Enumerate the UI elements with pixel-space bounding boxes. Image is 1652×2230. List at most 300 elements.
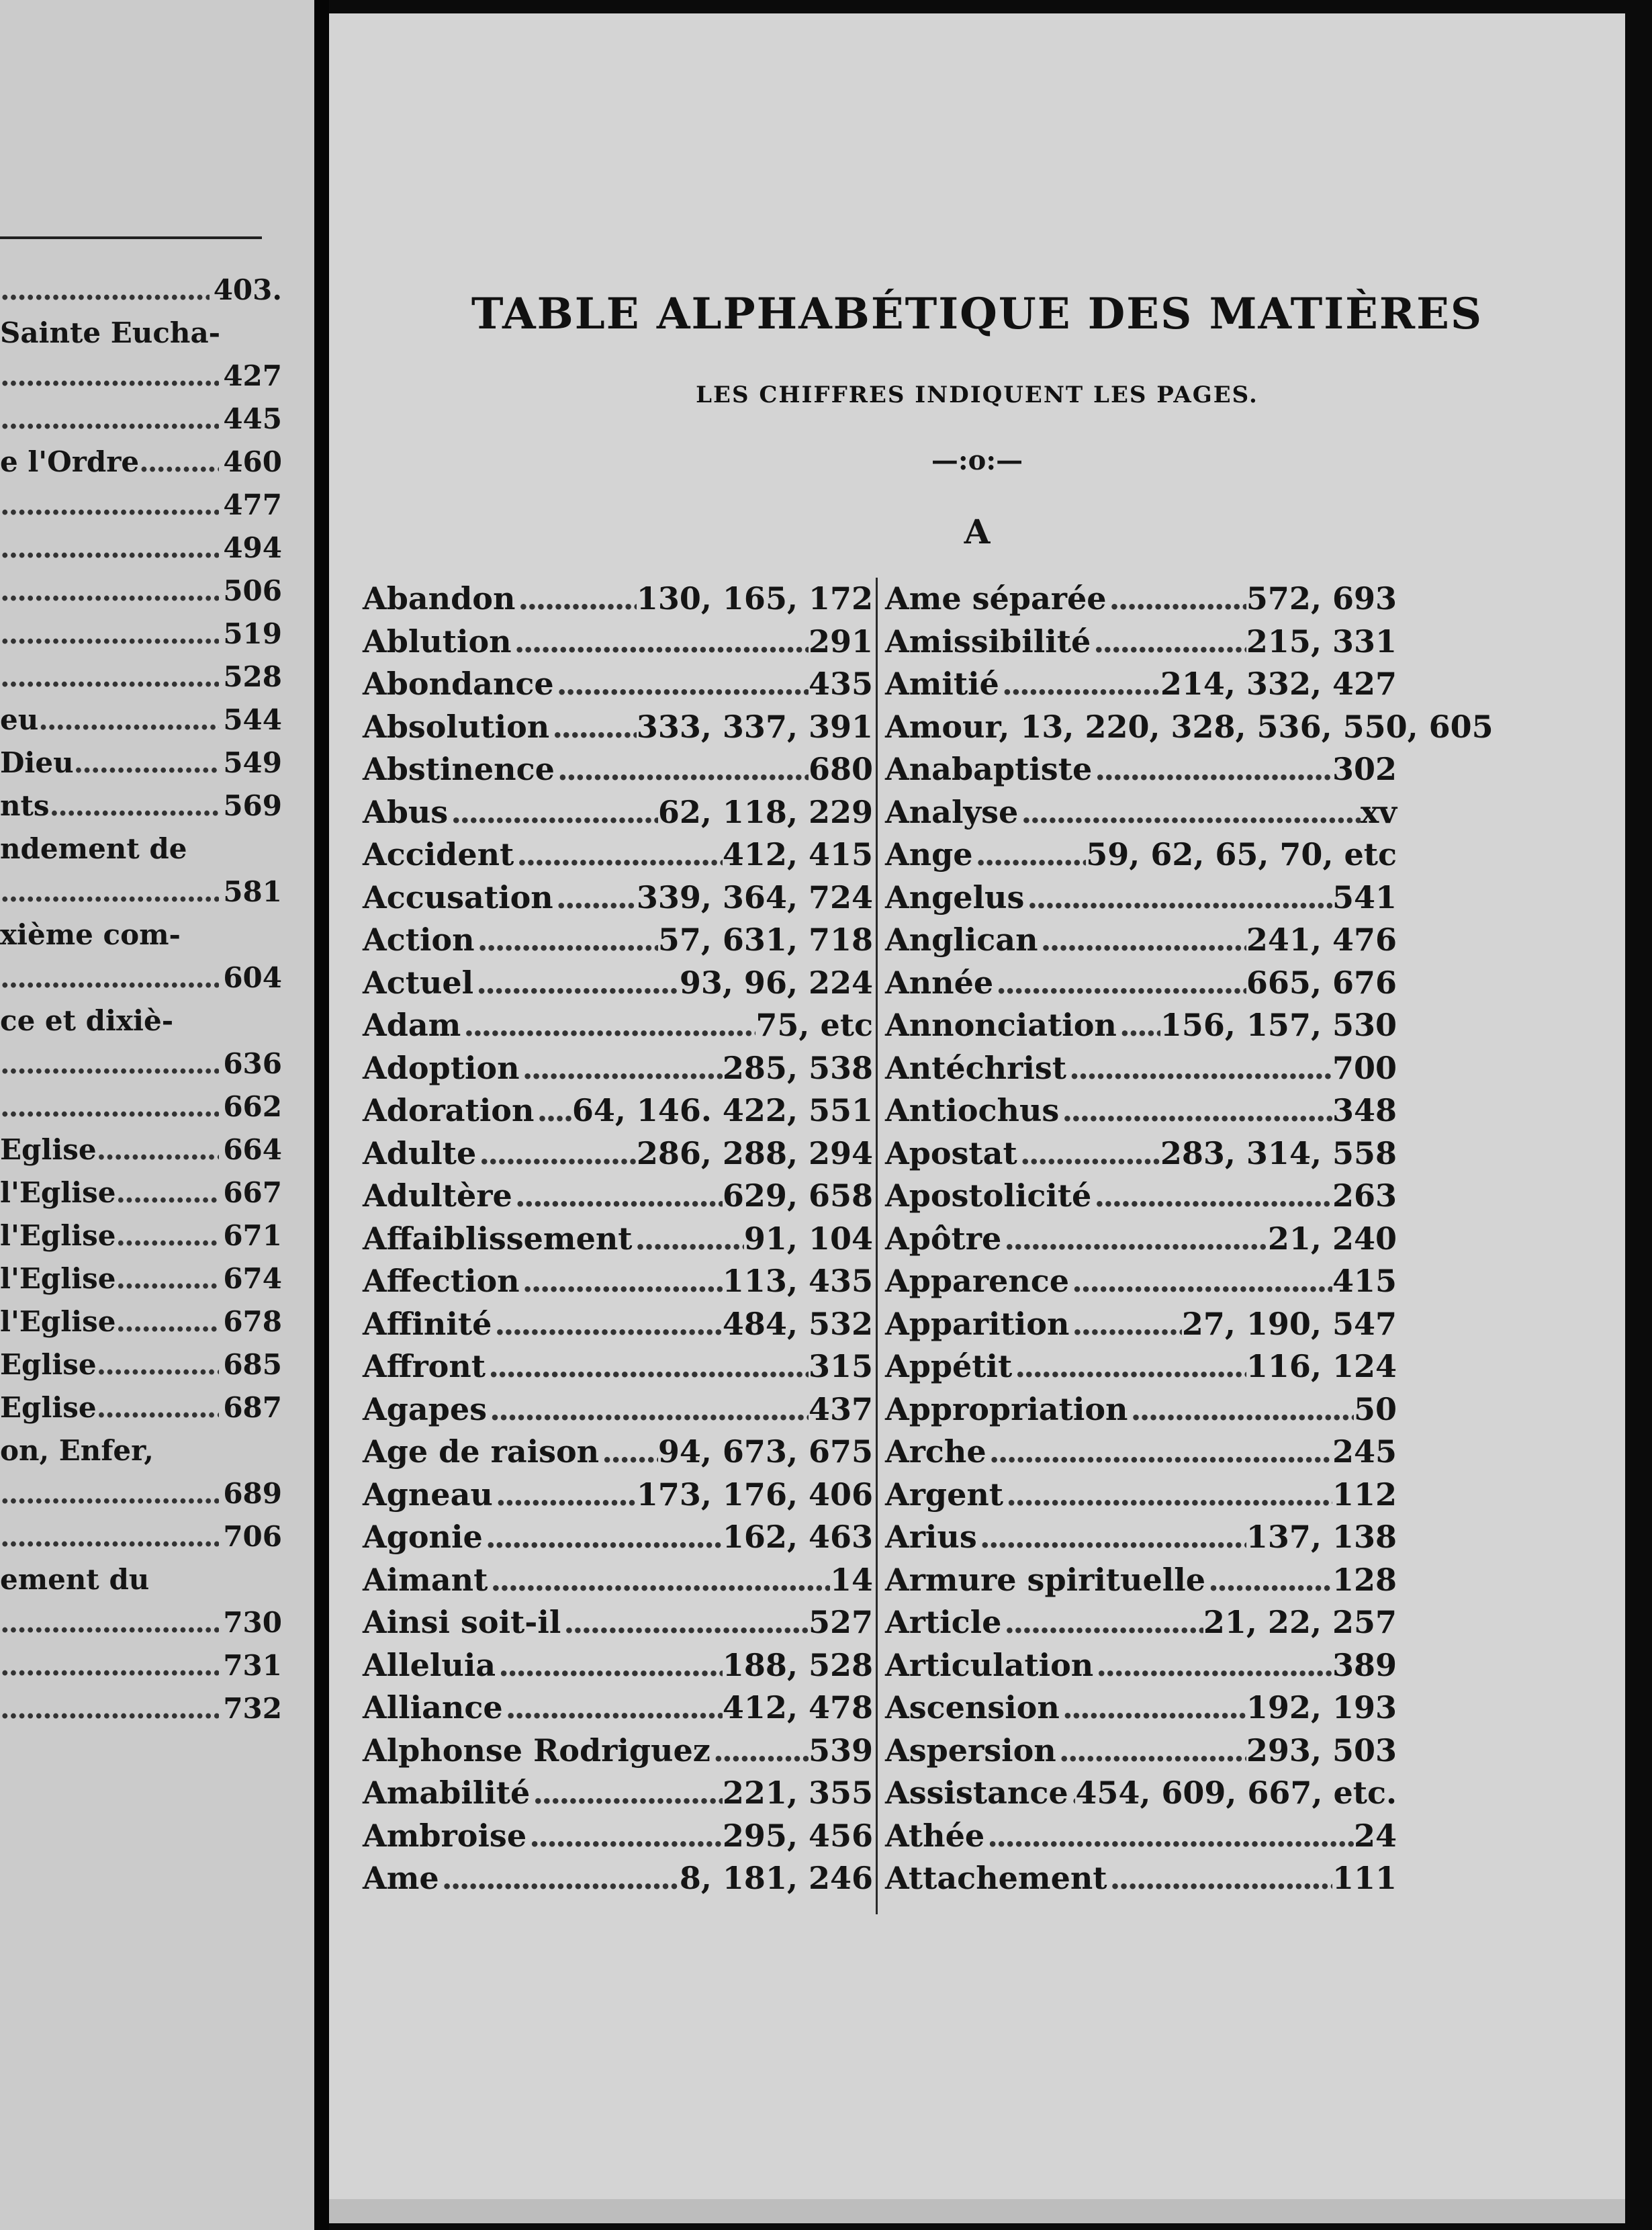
entry-term: ement du bbox=[0, 1563, 150, 1596]
entry-page-numbers: 137, 138 bbox=[1246, 1519, 1397, 1555]
entry-term: Ambroise bbox=[363, 1817, 527, 1854]
entry-term: Affaiblissement bbox=[363, 1220, 633, 1257]
dot-leader bbox=[50, 785, 220, 828]
entry-term: Eglise bbox=[0, 1133, 97, 1166]
dot-leader bbox=[1018, 791, 1361, 834]
entry-page-numbers bbox=[278, 312, 282, 355]
entry-page-numbers: 188, 528 bbox=[722, 1646, 873, 1683]
dot-leader bbox=[554, 663, 809, 706]
entry-page-numbers: 484, 532 bbox=[722, 1305, 873, 1342]
entry-term: Eglise bbox=[0, 1391, 97, 1424]
entry-term: Age de raison bbox=[363, 1433, 600, 1470]
entry-page-numbers: 57, 631, 718 bbox=[657, 922, 873, 958]
index-entry bbox=[363, 663, 873, 706]
entry-term: Argent bbox=[885, 1476, 1004, 1513]
index-entry bbox=[885, 706, 1494, 749]
index-entry bbox=[363, 706, 873, 749]
entry-term: Affection bbox=[363, 1263, 520, 1299]
entry-term: e l'Ordre bbox=[0, 445, 140, 478]
dot-leader bbox=[475, 919, 658, 962]
entry-page-numbers: 214, 332, 427 bbox=[1160, 666, 1397, 702]
entry-page-numbers: 700 bbox=[1332, 1049, 1397, 1086]
index-column-left bbox=[363, 578, 873, 1900]
header-rule bbox=[0, 236, 262, 239]
entry-term: nts bbox=[0, 789, 50, 822]
dot-leader bbox=[1069, 1260, 1332, 1303]
entry-page-numbers: 732 bbox=[223, 1692, 282, 1725]
entry-page-numbers: 685 bbox=[223, 1348, 282, 1381]
left-page-entry-list bbox=[0, 269, 282, 1730]
index-entry bbox=[0, 1601, 282, 1644]
dot-leader bbox=[526, 1815, 723, 1858]
index-entry bbox=[885, 748, 1397, 791]
entry-term: Alliance bbox=[363, 1689, 503, 1726]
entry-term: Apparence bbox=[885, 1263, 1070, 1299]
index-entry bbox=[885, 1601, 1397, 1644]
dot-leader bbox=[97, 1386, 220, 1429]
column-divider bbox=[876, 578, 878, 1914]
entry-page-numbers bbox=[278, 913, 282, 956]
entry-page-numbers: 454, 609, 667, etc. bbox=[1075, 1775, 1397, 1811]
entry-term: on, Enfer, bbox=[0, 1434, 154, 1467]
dot-leader bbox=[0, 355, 219, 398]
entry-term: ce et dixiè- bbox=[0, 1004, 174, 1037]
dot-leader bbox=[461, 1004, 755, 1047]
entry-term: Apostat bbox=[885, 1134, 1017, 1171]
entry-term: Arche bbox=[885, 1433, 986, 1470]
index-entry bbox=[885, 1132, 1397, 1175]
entry-term: l'Eglise bbox=[0, 1219, 116, 1252]
index-entry bbox=[363, 962, 873, 1005]
index-entry bbox=[885, 1559, 1397, 1602]
dot-leader bbox=[512, 621, 809, 664]
entry-page-numbers: 427 bbox=[223, 359, 282, 392]
dot-leader bbox=[1093, 1644, 1332, 1687]
index-entry bbox=[363, 621, 873, 664]
dot-leader bbox=[534, 1089, 571, 1132]
dot-leader bbox=[1056, 1730, 1246, 1773]
entry-term: ndement de bbox=[0, 832, 187, 865]
index-entry bbox=[363, 919, 873, 962]
dot-leader bbox=[710, 1730, 809, 1773]
entry-page-numbers: 283, 314, 558 bbox=[1160, 1134, 1397, 1171]
entry-page-numbers: 445 bbox=[223, 402, 282, 435]
entry-page-numbers: 636 bbox=[223, 1047, 282, 1080]
index-entry bbox=[363, 1815, 873, 1858]
index-entry bbox=[363, 1857, 873, 1900]
entry-term: Appropriation bbox=[885, 1390, 1128, 1427]
dot-leader bbox=[515, 578, 636, 621]
entry-term: Eglise bbox=[0, 1348, 97, 1381]
index-entry bbox=[0, 1128, 282, 1171]
entry-page-numbers: 27, 190, 547 bbox=[1181, 1305, 1397, 1342]
entry-page-numbers: 572, 693 bbox=[1246, 580, 1397, 617]
entry-term: Ame bbox=[363, 1860, 439, 1896]
index-entry bbox=[363, 1175, 873, 1218]
entry-page-numbers: 291 bbox=[808, 623, 873, 660]
entry-term: Abandon bbox=[363, 580, 516, 617]
index-entry bbox=[885, 1516, 1397, 1559]
index-entry bbox=[363, 1516, 873, 1559]
entry-term: Ablution bbox=[363, 623, 512, 660]
index-entry bbox=[885, 1047, 1397, 1090]
entry-page-numbers: 50 bbox=[1353, 1390, 1397, 1427]
dot-leader bbox=[487, 1388, 809, 1431]
dot-leader bbox=[1107, 578, 1246, 621]
entry-page-numbers: 93, 96, 224 bbox=[679, 964, 873, 1001]
index-entry bbox=[885, 1175, 1397, 1218]
entry-page-numbers: 519 bbox=[223, 617, 282, 650]
entry-term: Sainte Eucha- bbox=[0, 316, 221, 349]
entry-page-numbers: 544 bbox=[223, 703, 282, 736]
index-entry bbox=[0, 999, 282, 1042]
entry-term: Agneau bbox=[363, 1476, 493, 1513]
entry-page-numbers: 549 bbox=[223, 746, 282, 779]
entry-term: Ange bbox=[885, 836, 973, 873]
dot-leader bbox=[0, 871, 219, 913]
index-entry bbox=[363, 1089, 873, 1132]
index-entry bbox=[0, 1171, 282, 1214]
entry-term: Adulte bbox=[363, 1134, 477, 1171]
index-entry bbox=[885, 1431, 1397, 1474]
dot-leader bbox=[1001, 1601, 1203, 1644]
entry-page-numbers: 215, 331 bbox=[1246, 623, 1397, 660]
entry-page-numbers: 581 bbox=[223, 875, 282, 908]
entry-term: l'Eglise bbox=[0, 1262, 116, 1295]
page-edge bbox=[329, 2199, 1625, 2223]
entry-term: Abondance bbox=[363, 666, 554, 702]
index-entry bbox=[0, 355, 282, 398]
index-entry bbox=[0, 1343, 282, 1386]
dot-leader bbox=[1117, 1004, 1160, 1047]
entry-term: Actuel bbox=[363, 964, 474, 1001]
entry-term: Amitié bbox=[885, 666, 999, 702]
entry-page-numbers: 678 bbox=[223, 1305, 282, 1338]
entry-term: Appétit bbox=[885, 1348, 1013, 1384]
index-entry bbox=[0, 1085, 282, 1128]
entry-page-numbers: 604 bbox=[223, 961, 282, 994]
dot-leader bbox=[1012, 1345, 1246, 1388]
index-entry bbox=[363, 1687, 873, 1730]
entry-term: Ascension bbox=[885, 1689, 1060, 1726]
entry-page-numbers: 435 bbox=[808, 666, 873, 702]
dot-leader bbox=[561, 1601, 809, 1644]
index-entry bbox=[885, 1388, 1397, 1431]
index-entry bbox=[885, 1218, 1397, 1261]
entry-term: Antéchrist bbox=[885, 1049, 1066, 1086]
dot-leader bbox=[1128, 1388, 1354, 1431]
entry-page-numbers: 706 bbox=[223, 1520, 282, 1553]
entry-page-numbers: 263 bbox=[1332, 1177, 1397, 1214]
dot-leader bbox=[486, 1345, 809, 1388]
entry-term: Athée bbox=[885, 1817, 985, 1854]
dot-leader bbox=[97, 1128, 220, 1171]
index-entry bbox=[0, 1429, 282, 1472]
dot-leader bbox=[476, 1132, 637, 1175]
dot-leader bbox=[0, 1515, 219, 1558]
entry-term: xième com- bbox=[0, 918, 181, 951]
entry-term: Affinité bbox=[363, 1305, 492, 1342]
dot-leader bbox=[993, 962, 1246, 1005]
index-entry bbox=[0, 1214, 282, 1257]
entry-page-numbers: 241, 476 bbox=[1246, 922, 1397, 958]
index-entry bbox=[0, 699, 282, 742]
index-entry bbox=[0, 527, 282, 570]
entry-term: Abus bbox=[363, 793, 449, 830]
entry-term: Alleluia bbox=[363, 1646, 496, 1683]
index-entry bbox=[0, 828, 282, 871]
dot-leader bbox=[977, 1516, 1246, 1559]
entry-page-numbers: 348 bbox=[1332, 1092, 1397, 1128]
dot-leader bbox=[986, 1431, 1332, 1474]
dot-leader bbox=[0, 656, 219, 699]
entry-term: Annonciation bbox=[885, 1007, 1117, 1043]
index-entry bbox=[363, 1388, 873, 1431]
entry-page-numbers: 687 bbox=[223, 1391, 282, 1424]
dot-leader bbox=[633, 1218, 744, 1261]
dot-leader bbox=[488, 1559, 830, 1602]
entry-term: Arius bbox=[885, 1519, 977, 1555]
dot-leader bbox=[0, 613, 219, 656]
entry-page-numbers: 528 bbox=[223, 660, 282, 693]
entry-page-numbers: 14 bbox=[829, 1561, 873, 1598]
dot-leader bbox=[0, 484, 219, 527]
entry-term: Adoration bbox=[363, 1092, 535, 1128]
dot-leader bbox=[0, 1042, 219, 1085]
entry-page-numbers: 130, 165, 172 bbox=[636, 580, 873, 617]
dot-leader bbox=[0, 269, 210, 312]
dot-leader bbox=[1092, 748, 1332, 791]
dot-leader bbox=[116, 1300, 219, 1343]
entry-page-numbers: 302 bbox=[1332, 751, 1397, 787]
entry-page-numbers: 62, 118, 229 bbox=[657, 793, 873, 830]
dot-leader bbox=[1107, 1857, 1332, 1900]
dot-leader bbox=[984, 1815, 1354, 1858]
index-entry bbox=[363, 1260, 873, 1303]
index-entry bbox=[885, 1474, 1397, 1517]
index-page bbox=[329, 13, 1625, 2223]
dot-leader bbox=[1069, 1303, 1181, 1346]
dot-leader bbox=[1059, 1089, 1332, 1132]
dot-leader bbox=[599, 1431, 658, 1474]
entry-page-numbers: 629, 658 bbox=[722, 1177, 873, 1214]
index-entry bbox=[0, 785, 282, 828]
dot-leader bbox=[555, 748, 809, 791]
index-entry bbox=[0, 1042, 282, 1085]
entry-page-numbers: 24 bbox=[1353, 1817, 1397, 1854]
entry-term: Article bbox=[885, 1604, 1002, 1640]
dot-leader bbox=[116, 1257, 219, 1300]
book-gutter bbox=[314, 0, 329, 2230]
entry-page-numbers: 460 bbox=[223, 445, 282, 478]
index-entry bbox=[0, 398, 282, 441]
index-entry bbox=[885, 1303, 1397, 1346]
entry-term: Affront bbox=[363, 1348, 486, 1384]
entry-page-numbers: 94, 673, 675 bbox=[657, 1433, 873, 1470]
index-entry bbox=[885, 1772, 1397, 1815]
dot-leader bbox=[0, 956, 219, 999]
entry-page-numbers: 112 bbox=[1332, 1476, 1397, 1513]
dot-leader bbox=[492, 1303, 723, 1346]
entry-page-numbers: 506 bbox=[223, 574, 282, 607]
entry-term: Assistance bbox=[885, 1775, 1068, 1811]
dot-leader bbox=[999, 663, 1160, 706]
entry-term: l'Eglise bbox=[0, 1176, 116, 1209]
index-column-right bbox=[885, 578, 1494, 1900]
entry-term: Amissibilité bbox=[885, 623, 1091, 660]
index-entry bbox=[0, 956, 282, 999]
index-entry bbox=[363, 834, 873, 877]
index-entry bbox=[363, 1345, 873, 1388]
dot-leader bbox=[448, 791, 658, 834]
entry-term: Accident bbox=[363, 836, 514, 873]
index-entry bbox=[885, 962, 1397, 1005]
entry-page-numbers: 662 bbox=[223, 1090, 282, 1123]
previous-page-fragment bbox=[0, 0, 314, 2230]
index-entry bbox=[363, 578, 873, 621]
entry-page-numbers: 339, 364, 724 bbox=[636, 879, 873, 916]
index-entry bbox=[0, 1257, 282, 1300]
entry-term: Action bbox=[363, 922, 475, 958]
entry-page-numbers: 156, 157, 530 bbox=[1160, 1007, 1397, 1043]
entry-page-numbers: 162, 463 bbox=[722, 1519, 873, 1555]
entry-page-numbers: 667 bbox=[223, 1176, 282, 1209]
index-entry bbox=[885, 919, 1397, 962]
dot-leader bbox=[473, 962, 680, 1005]
index-entry bbox=[363, 1601, 873, 1644]
index-entry bbox=[885, 791, 1397, 834]
dot-leader bbox=[116, 1171, 219, 1214]
entry-term: Anabaptiste bbox=[885, 751, 1093, 787]
entry-page-numbers: 412, 415 bbox=[722, 836, 873, 873]
entry-term: Alphonse Rodriguez bbox=[363, 1732, 710, 1769]
dot-leader bbox=[97, 1343, 220, 1386]
index-entry bbox=[363, 1474, 873, 1517]
dot-leader bbox=[1060, 1687, 1246, 1730]
dot-leader bbox=[1205, 1559, 1332, 1602]
index-entry bbox=[0, 871, 282, 913]
entry-page-numbers: 731 bbox=[223, 1649, 282, 1682]
index-entry bbox=[885, 1730, 1397, 1773]
index-entry bbox=[885, 1815, 1397, 1858]
dot-leader bbox=[74, 742, 220, 785]
index-entry bbox=[885, 1004, 1397, 1047]
entry-term: eu bbox=[0, 703, 39, 736]
entry-page-numbers: 569 bbox=[223, 789, 282, 822]
entry-term: Aimant bbox=[363, 1561, 488, 1598]
dot-leader bbox=[139, 441, 219, 484]
entry-page-numbers bbox=[278, 999, 282, 1042]
index-entry bbox=[363, 1431, 873, 1474]
entry-page-numbers: 221, 355 bbox=[722, 1775, 873, 1811]
index-entry bbox=[885, 877, 1397, 920]
entry-page-numbers: 664 bbox=[223, 1133, 282, 1166]
entry-page-numbers bbox=[278, 1558, 282, 1601]
entry-page-numbers: 415 bbox=[1332, 1263, 1397, 1299]
dot-leader bbox=[0, 1085, 219, 1128]
dot-leader bbox=[0, 1472, 219, 1515]
entry-page-numbers: 113, 435 bbox=[722, 1263, 873, 1299]
index-entry bbox=[0, 1300, 282, 1343]
index-entry bbox=[0, 269, 282, 312]
dot-leader bbox=[483, 1516, 723, 1559]
index-entry bbox=[885, 1857, 1397, 1900]
entry-term: Apparition bbox=[885, 1305, 1070, 1342]
entry-term: Articulation bbox=[885, 1646, 1094, 1683]
dot-leader bbox=[1038, 919, 1246, 962]
dot-leader bbox=[503, 1687, 723, 1730]
entry-page-numbers: 116, 124 bbox=[1246, 1348, 1397, 1384]
entry-term: Adoption bbox=[363, 1049, 520, 1086]
entry-page-numbers: 285, 538 bbox=[722, 1049, 873, 1086]
entry-page-numbers: 412, 478 bbox=[722, 1689, 873, 1726]
entry-page-numbers: 730 bbox=[223, 1606, 282, 1639]
entry-page-numbers: 671 bbox=[223, 1219, 282, 1252]
section-letter: A bbox=[964, 512, 991, 551]
entry-term: Apostolicité bbox=[885, 1177, 1092, 1214]
entry-term: Année bbox=[885, 964, 994, 1001]
index-entry bbox=[885, 1260, 1397, 1303]
entry-page-numbers: 293, 503 bbox=[1246, 1732, 1397, 1769]
index-entry bbox=[363, 1730, 873, 1773]
entry-page-numbers: 8, 181, 246 bbox=[679, 1860, 873, 1896]
index-entry bbox=[0, 1558, 282, 1601]
entry-page-numbers bbox=[278, 828, 282, 871]
entry-term: Agonie bbox=[363, 1519, 483, 1555]
index-entry bbox=[885, 1687, 1397, 1730]
index-entry bbox=[0, 1644, 282, 1687]
index-entry bbox=[363, 1218, 873, 1261]
index-entry bbox=[885, 834, 1397, 877]
ornament-separator: —:o:— bbox=[931, 445, 1023, 476]
dot-leader bbox=[1068, 1772, 1076, 1815]
entry-page-numbers: 64, 146. 422, 551 bbox=[571, 1092, 873, 1128]
index-entry bbox=[363, 1004, 873, 1047]
index-entry bbox=[363, 1559, 873, 1602]
entry-term: Accusation bbox=[363, 879, 553, 916]
entry-page-numbers: 437 bbox=[808, 1390, 873, 1427]
entry-page-numbers: 477 bbox=[223, 488, 282, 521]
dot-leader bbox=[549, 706, 637, 749]
dot-leader bbox=[1066, 1047, 1332, 1090]
entry-term: Ame séparée bbox=[885, 580, 1107, 617]
dot-leader bbox=[0, 570, 219, 613]
dot-leader bbox=[512, 1175, 723, 1218]
index-entry bbox=[0, 1386, 282, 1429]
entry-page-numbers: 680 bbox=[808, 751, 873, 787]
dot-leader bbox=[0, 1687, 219, 1730]
dot-leader bbox=[520, 1260, 723, 1303]
index-entry bbox=[0, 913, 282, 956]
index-entry bbox=[0, 1687, 282, 1730]
index-entry bbox=[363, 1303, 873, 1346]
entry-term: Antiochus bbox=[885, 1092, 1060, 1128]
dot-leader bbox=[0, 398, 219, 441]
entry-page-numbers: 286, 288, 294 bbox=[636, 1134, 873, 1171]
entry-page-numbers: 111 bbox=[1332, 1860, 1397, 1896]
dot-leader bbox=[1091, 621, 1246, 664]
index-entry bbox=[363, 877, 873, 920]
entry-page-numbers: 245 bbox=[1332, 1433, 1397, 1470]
entry-page-numbers: 59, 62, 65, 70, etc bbox=[1086, 836, 1397, 873]
dot-leader bbox=[0, 527, 219, 570]
entry-page-numbers: 173, 176, 406 bbox=[636, 1476, 873, 1513]
page-subtitle: LES CHIFFRES INDIQUENT LES PAGES. bbox=[696, 382, 1258, 408]
entry-term: Analyse bbox=[885, 793, 1019, 830]
entry-term: Amour, 13, 220, 328, 536, 550, 605 bbox=[885, 708, 1494, 745]
entry-term: Ainsi soit-il bbox=[363, 1604, 561, 1640]
dot-leader bbox=[520, 1047, 723, 1090]
